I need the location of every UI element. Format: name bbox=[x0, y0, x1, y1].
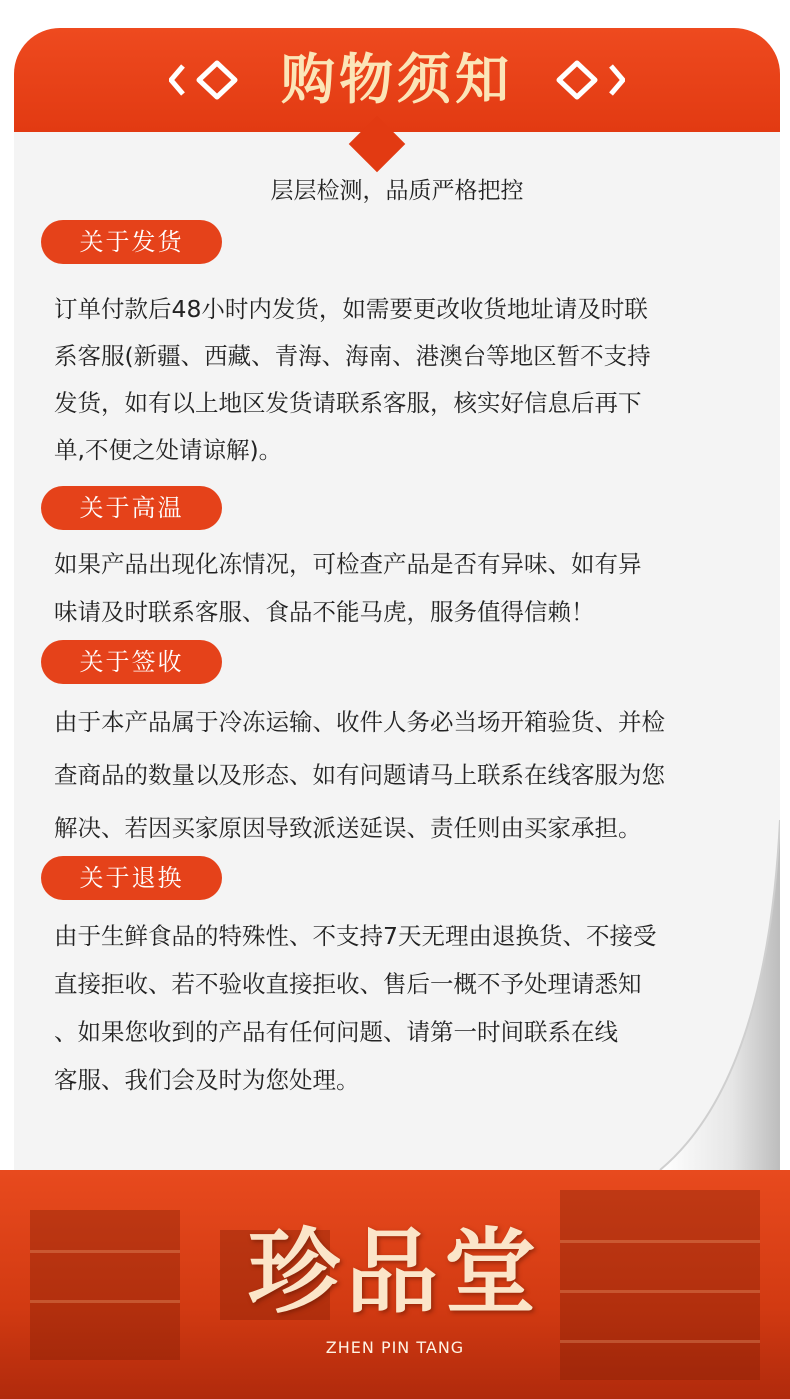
section-tag-shipping: 关于发货 bbox=[41, 220, 222, 264]
section-tag-high-temperature: 关于高温 bbox=[41, 486, 222, 530]
diamond-arrow-right-icon bbox=[545, 58, 625, 102]
brand-logo: 珍品堂 bbox=[247, 1218, 542, 1326]
section-tag-signing: 关于签收 bbox=[41, 640, 222, 684]
text-line: 由于生鲜食品的特殊性、不支持7天无理由退换货、不接受 bbox=[54, 922, 657, 950]
section-text-high-temperature bbox=[54, 540, 766, 636]
page-title: 购物须知 bbox=[281, 48, 513, 111]
text-line: 客服、我们会及时为您处理。 bbox=[54, 1066, 360, 1094]
text-line: 、如果您收到的产品有任何问题、请第一时间联系在线 bbox=[54, 1018, 618, 1046]
brand-subtitle: ZHEN PIN TANG bbox=[325, 1338, 465, 1357]
section-text-shipping bbox=[54, 286, 766, 474]
text-line: 如果产品出现化冻情况，可检查产品是否有异味、如有异 bbox=[54, 550, 642, 578]
text-line: 发货，如有以上地区发货请联系客服，核实好信息后再下 bbox=[54, 389, 642, 417]
section-tag-returns: 关于退换 bbox=[41, 856, 222, 900]
text-line: 查商品的数量以及形态、如有问题请马上联系在线客服为您 bbox=[54, 761, 665, 789]
text-line: 味请及时联系客服、食品不能马虎，服务值得信赖！ bbox=[54, 598, 595, 626]
text-line: 由于本产品属于冷冻运输、收件人务必当场开箱验货、并检 bbox=[54, 708, 665, 736]
text-line: 直接拒收、若不验收直接拒收、售后一概不予处理请悉知 bbox=[54, 970, 642, 998]
text-line: 解决、若因买家原因导致派送延误、责任则由买家承担。 bbox=[54, 814, 642, 842]
brand-banner bbox=[0, 1170, 790, 1399]
text-line: 系客服(新疆、西藏、青海、海南、港澳台等地区暂不支持 bbox=[54, 342, 651, 370]
text-line: 订单付款后48小时内发货，如需要更改收货地址请及时联 bbox=[54, 295, 648, 323]
subtitle: 层层检测，品质严格把控 bbox=[270, 178, 524, 204]
text-line: 单,不便之处请谅解)。 bbox=[54, 436, 283, 464]
page-curl-decoration bbox=[650, 820, 780, 1170]
